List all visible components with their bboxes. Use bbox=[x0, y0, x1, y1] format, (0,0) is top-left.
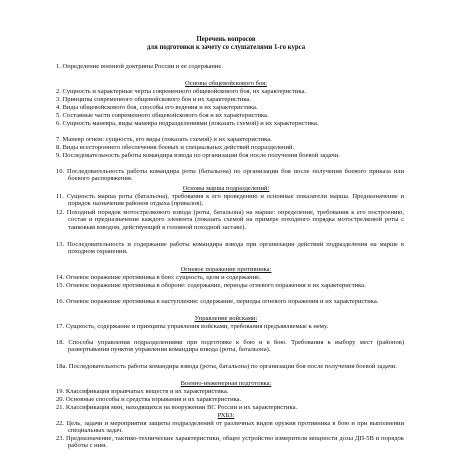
question-11: 11. Сущность марша роты (батальона), требования к его проведению и основные показатели марша. Предназначение и порядок назначения районов отдыха (привалов). bbox=[56, 193, 404, 208]
question-8: 8. Виды всестороннего обеспечения боевых и специальных действий подразделений. bbox=[56, 144, 295, 151]
section-heading-engineering: Военно-инженерная подготовка: bbox=[180, 380, 272, 387]
question-9: 9. Последовательность работы командира взвода по организации боя после получения боевой задачи. bbox=[56, 152, 340, 159]
question-7: 7. Маневр огнем: сущность, его виды (показать схемой) и их характеристика. bbox=[56, 136, 272, 143]
question-22: 22. Цель, задачи и мероприятия защиты подразделений от различных видов оружия противника в бою и при выполнении специальных задач. bbox=[56, 420, 404, 435]
question-13: 13. Последовательность и содержание работы командира взвода при организации действий подразделения на марше в походном охранении. bbox=[56, 241, 404, 256]
question-6: 6. Сущность маневра, виды маневра подразделениями (показать схемой) и их характеристика. bbox=[56, 120, 319, 127]
question-4: 4. Виды общевойскового боя, способы его ведения и их характеристика. bbox=[56, 104, 258, 111]
section-heading-control: Управление войсками: bbox=[194, 315, 258, 322]
question-19: 19. Классификация взрывчатых веществ и их характеристика. bbox=[56, 388, 229, 395]
question-14: 14. Огневое поражение противника в бою: сущность, цели и содержание. bbox=[56, 274, 261, 281]
section-heading-march: Основы марша подразделений: bbox=[182, 185, 270, 192]
question-17: 17. Сущность, содержание и принципы управления войсками, требования предъявляемые к нему. bbox=[56, 323, 329, 330]
question-21: 21. Классификация мин, находящихся на вооружении ВС России и их характеристика. bbox=[56, 404, 298, 411]
question-5: 5. Составные части современного общевойскового боя и их характеристика. bbox=[56, 112, 269, 119]
question-2: 2. Сущность и характерные черты современного общевойскового боя, их характеристика. bbox=[56, 88, 307, 95]
question-18a: 18а. Последовательность работы командира взвода (роты, батальона) по организации боя после получения боевой задачи. bbox=[56, 363, 397, 370]
question-16: 16. Огневое поражение противника в наступлении: содержание, периоды огневого поражения и их характеристика. bbox=[56, 298, 379, 305]
question-1: 1. Определение военной доктрины России и ее содержание. bbox=[56, 63, 223, 70]
section-heading-general-combat: Основы общевойскового боя: bbox=[184, 80, 267, 87]
question-15: 15. Огневое поражение противника в обороне: содержание, периоды огневого поражения и их характеристика. bbox=[56, 282, 366, 289]
question-12: 12. Походный порядок мотострелкового взвода (роты, батальона) на марше: определение, требования к его построению, состав и предназначение каждого элемента (показать схемой на примере походного порядка мотострелковой роты с танковым взводом, действующей в головной походной заставе). bbox=[56, 209, 404, 231]
question-3: 3. Принципы современного общевойскового боя и их характеристика. bbox=[56, 96, 251, 103]
section-heading-rkhbz: РХБЗ: bbox=[217, 412, 235, 419]
document-title: Перечень вопросов bbox=[196, 36, 256, 43]
section-heading-fire: Огневое поражение противника: bbox=[180, 266, 272, 273]
document-subtitle: для подготовки к зачету со слушателями 1-го курса bbox=[146, 44, 306, 51]
question-20: 20. Основные способы и средства взрывания и их характеристика. bbox=[56, 396, 242, 403]
question-10: 10. Последовательность работы командира роты (батальона) по организации боя после получения боевого приказа или боевого распоряжения. bbox=[56, 168, 404, 183]
question-23: 23. Предназначение, тактико-технические характеристики, общее устройство измерителя мощности дозы ДП-5В и порядок работы с ним. bbox=[56, 435, 404, 449]
question-18: 18. Способы управления подразделениями при подготовке к бою и в бою. Требования к выбору мест (районов) развертывания пунктов управления командира взвода (роты, батальона). bbox=[56, 339, 404, 354]
